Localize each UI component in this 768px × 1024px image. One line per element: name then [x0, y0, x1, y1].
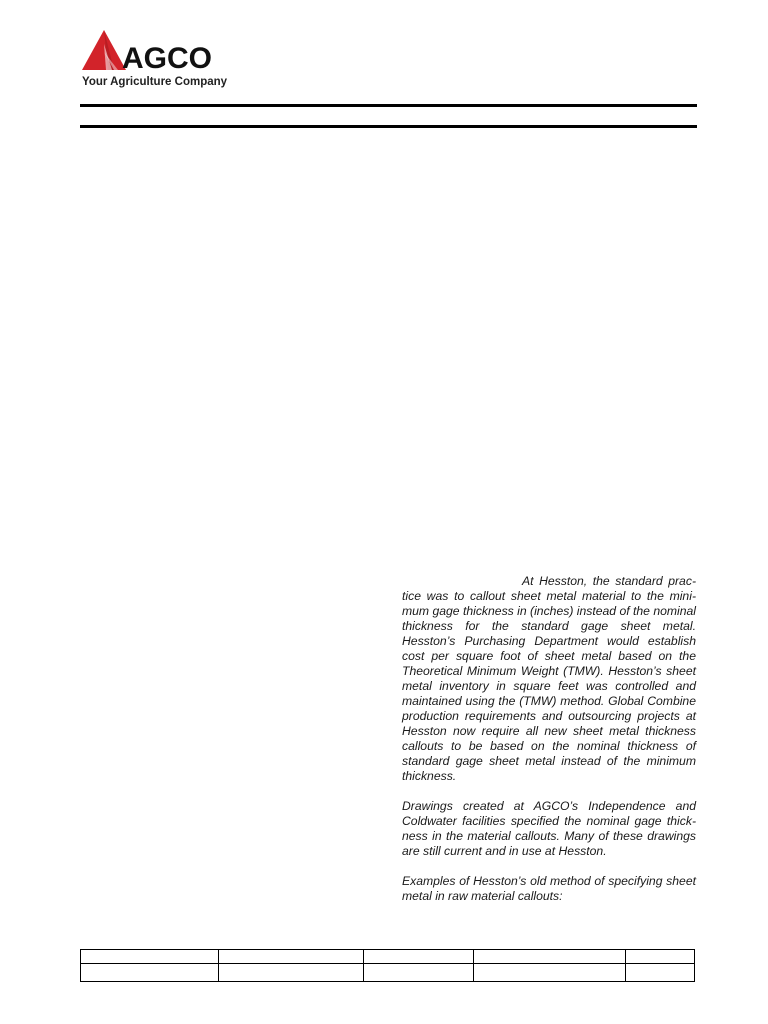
table-cell	[81, 950, 219, 964]
table-cell	[81, 964, 219, 982]
table-cell	[474, 950, 626, 964]
paragraph-independence-coldwater: Drawings created at AGCO’s Independence and Coldwater facilities specified the nominal gage thickness in the material callouts. Many of these drawings are still current and in use at Hesston.	[402, 799, 696, 858]
paragraph-hesston-practice: At Hesston, the standard practice was to callout sheet metal material to the minimum gage thickness in (inches) instead of the nominal thickness for the standard gage sheet metal. Hesston’s Purchasing Department would establish cost per square foot of sheet metal based on the Theoretical Minimum Weight (TMW). Hesston’s sheet metal inventory in square feet was controlled and maintained using the (TMW) method. Global Combine production requirements and outsourcing projects at Hesston now require all new sheet metal thickness callouts to be based on the nominal thickness of standard gage sheet metal instead of the minimum thickness.	[402, 574, 697, 783]
footer-table	[80, 949, 695, 982]
table-cell	[626, 964, 695, 982]
table-cell	[219, 964, 364, 982]
header-rule-bottom	[80, 125, 697, 128]
table-row	[81, 964, 695, 982]
table-row	[81, 950, 695, 964]
logo-wordmark: AGCO	[122, 42, 212, 75]
table-cell	[219, 950, 364, 964]
logo-tagline: Your Agriculture Company	[82, 76, 228, 88]
table-cell	[364, 950, 474, 964]
paragraph-examples-intro: Examples of Hesston’s old method of specifying sheet metal in raw material callouts:	[402, 874, 696, 903]
header-rule-top	[80, 104, 697, 107]
table-cell	[626, 950, 695, 964]
body-text-column	[402, 574, 696, 919]
table-cell	[364, 964, 474, 982]
agco-logo	[82, 30, 252, 92]
table-cell	[474, 964, 626, 982]
